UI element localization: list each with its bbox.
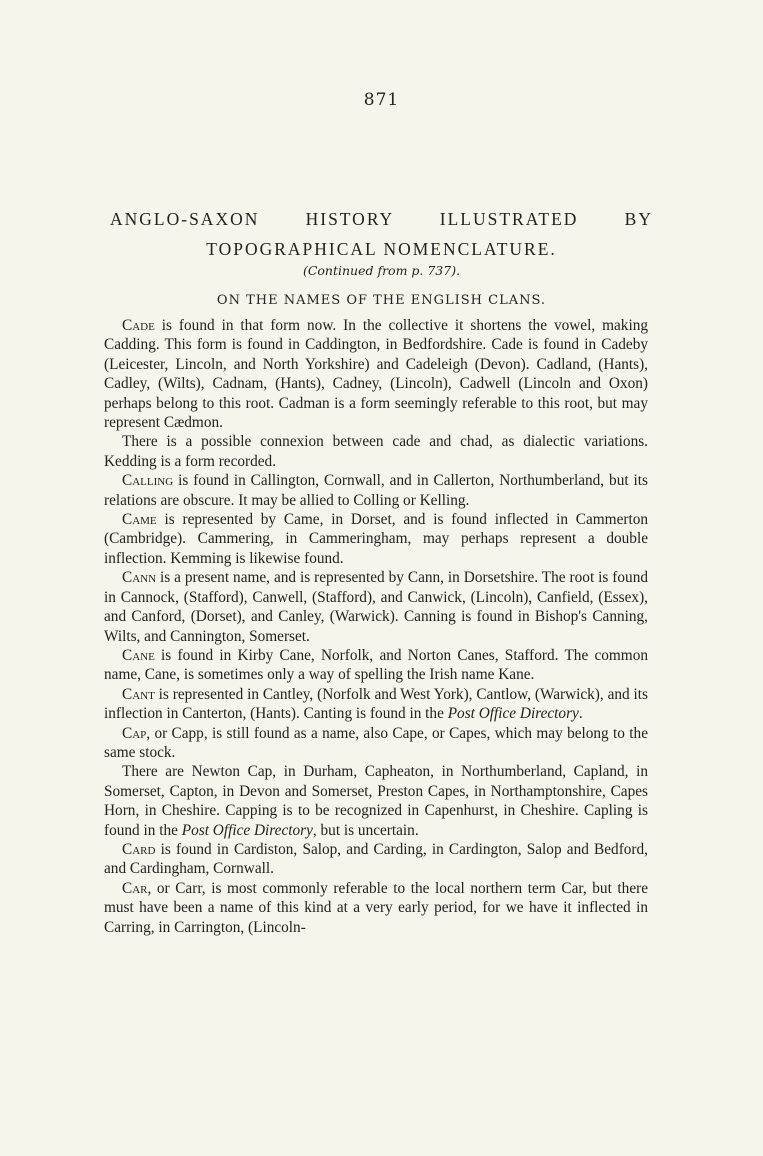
lead-word: Cap bbox=[122, 724, 147, 742]
lead-word: Card bbox=[122, 840, 156, 858]
lead-word: Cane bbox=[122, 646, 155, 664]
italic-title: Post Office Directory bbox=[181, 821, 313, 839]
paragraph bbox=[104, 510, 648, 568]
lead-word: Cade bbox=[122, 317, 155, 334]
paragraph-text: is a present name, and is represented by Cann, in Dorsetshire. The root is found in Cannock, (Stafford), Canwell, (Stafford), and Canwick, (Lincoln), Canfield, (Essex), and Canford, (Dorset), and Canley, (Warwick). Canning is found in Bishop's Canning, Wilts, and Cannington, Somerset. bbox=[104, 569, 648, 645]
title-line-2: TOPOGRAPHICAL NOMENCLATURE. bbox=[206, 239, 557, 259]
paragraph-text: is found in Kirby Cane, Norfolk, and Norton Canes, Stafford. The common name, Cane, is sometimes only a way of spelling the Irish name Kane. bbox=[104, 646, 648, 684]
article-body bbox=[104, 316, 648, 937]
paragraph bbox=[104, 762, 648, 840]
paragraph bbox=[104, 879, 648, 937]
paragraph-text: , or Capp, is still found as a name, also Cape, or Capes, which may belong to the same stock. bbox=[104, 724, 648, 761]
section-heading: ON THE NAMES OF THE ENGLISH CLANS. bbox=[216, 293, 547, 308]
paragraph-tail: , but is uncertain. bbox=[312, 821, 419, 839]
lead-word: Cant bbox=[122, 685, 155, 703]
paragraph-text: There is a possible connexion between cade and chad, as dialectic variations. Kedding is a form recorded. bbox=[104, 433, 648, 470]
paragraph-text: is found in Callington, Cornwall, and in Callerton, Northumberland, but its relations are obscure. It may be allied to Colling or Kelling. bbox=[104, 472, 648, 509]
paragraph bbox=[104, 840, 648, 879]
continued-note: (Continued from p. 737). bbox=[302, 263, 461, 278]
paragraph-tail: . bbox=[578, 705, 583, 723]
lead-word: Calling bbox=[122, 472, 174, 490]
paragraph-text: is represented in Cantley, (Norfolk and West York), Cantlow, (Warwick), and its inflection in Canterton, (Hants). Canting is found in the bbox=[104, 685, 648, 723]
paragraph bbox=[104, 685, 648, 724]
paragraph bbox=[104, 724, 648, 763]
paragraph bbox=[104, 568, 648, 646]
paragraph bbox=[104, 316, 648, 432]
page-number: 871 bbox=[363, 90, 400, 110]
paragraph-text: is represented by Came, in Dorset, and is found inflected in Cammerton (Cambridge). Cammering, in Cammeringham, may perhaps represent a double inflection. Kemming is likewise found. bbox=[104, 511, 648, 567]
paragraph bbox=[104, 646, 648, 685]
title-line-1: ANGLO-SAXON HISTORY ILLUSTRATED BY bbox=[110, 209, 653, 229]
paragraph-text: is found in Cardiston, Salop, and Carding, in Cardington, Salop and Bedford, and Cardingham, Cornwall. bbox=[104, 840, 648, 878]
lead-word: Car bbox=[122, 879, 148, 897]
italic-title: Post Office Directory bbox=[447, 705, 579, 723]
paragraph-text: There are Newton Cap, in Durham, Capheaton, in Northumberland, Capland, in Somerset, Capton, in Devon and Somerset, Preston Capes, in Northamptonshire, Capes Horn, in Cheshire. Capping is to be recognized in Capenhurst, in Cheshire. Capling is found in the bbox=[104, 763, 648, 839]
paragraph bbox=[104, 471, 648, 510]
paragraph-text: , or Carr, is most commonly referable to the local northern term Car, but there must have been a name of this kind at a very early period, for we have it inflected in Carring, in Carrington, (Lincoln- bbox=[104, 879, 648, 936]
article-title bbox=[110, 204, 653, 264]
paragraph-text: is found in that form now. In the collective it shortens the vowel, making Cadding. This form is found in Caddington, in Bedfordshire. Cade is found in Cadeby (Leicester, Lincoln, and North Yorkshire) and Cadeleigh (Devon). Cadland, (Hants), Cadley, (Wilts), Cadnam, (Hants), Cadney, (Lincoln), Cadwell (Lincoln and Oxon) perhaps belong to this root. Cadman is a form seemingly referable to this root, but may represent Cædmon. bbox=[104, 317, 648, 432]
paragraph bbox=[104, 432, 648, 471]
lead-word: Came bbox=[122, 511, 157, 529]
lead-word: Cann bbox=[122, 569, 157, 587]
